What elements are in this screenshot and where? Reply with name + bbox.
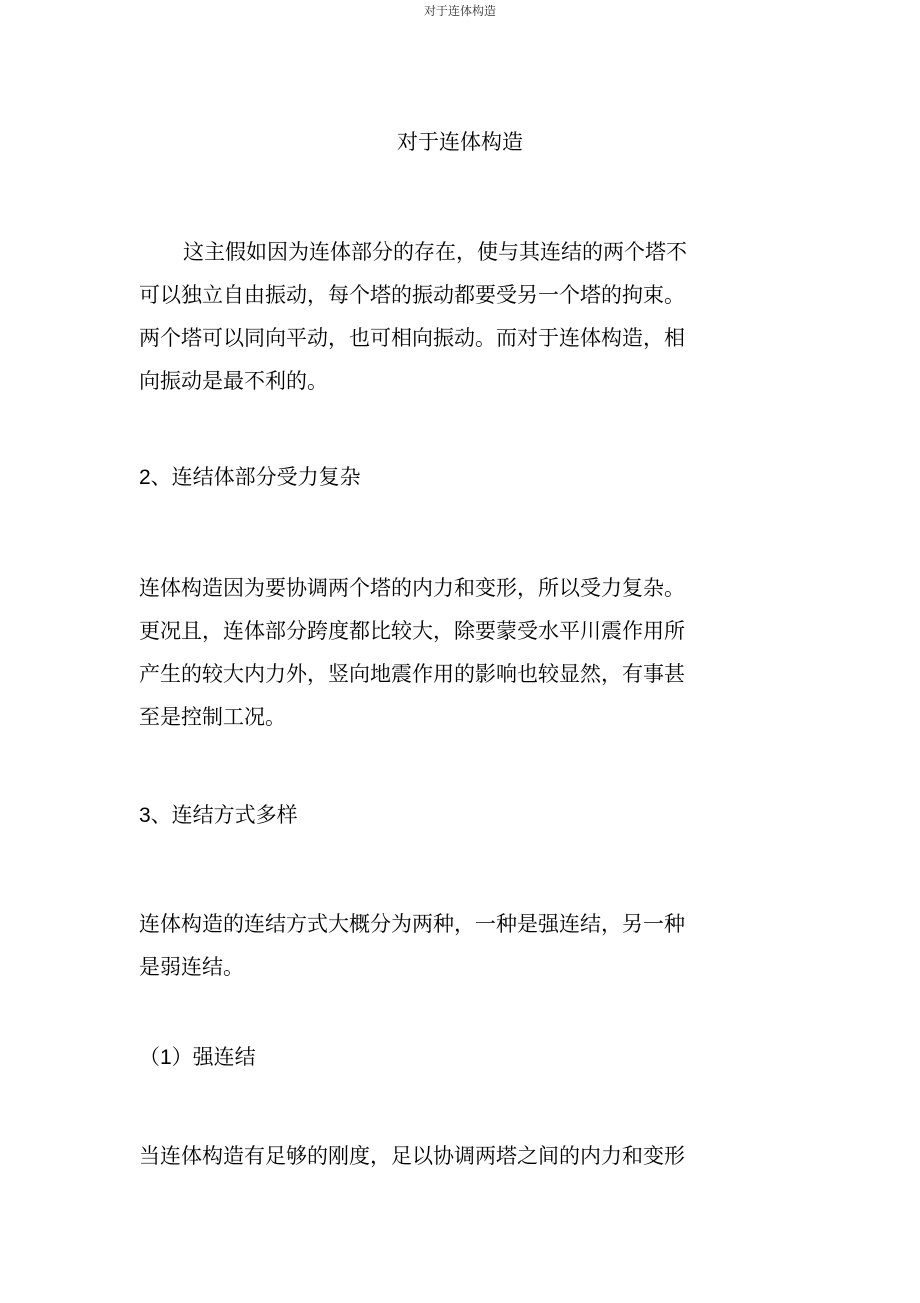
section-heading-4: （1）强连结 xyxy=(139,1046,256,1069)
section-heading-3: 3、连结方式多样 xyxy=(139,804,298,827)
paragraph-2-line: 更况且，连体部分跨度都比较大，除要蒙受水平川震作用所 xyxy=(139,619,685,643)
paragraph-4-line: 当连体构造有足够的刚度，足以协调两塔之间的内力和变形 xyxy=(139,1144,685,1168)
paragraph-4 xyxy=(139,1135,729,1178)
paragraph-3-line: 连体构造的连结方式大概分为两种，一种是强连结，另一种 xyxy=(139,912,685,936)
paragraph-3 xyxy=(139,903,729,989)
section-heading-2: 2、连结体部分受力复杂 xyxy=(139,466,361,489)
paragraph-2-line: 至是控制工况。 xyxy=(139,705,286,729)
paragraph-1-line: 向振动是最不利的。 xyxy=(139,369,328,393)
paragraph-1-line: 可以独立自由振动，每个塔的振动都要受另一个塔的拘束。 xyxy=(139,283,685,307)
paragraph-1-line: 两个塔可以同向平动，也可相向振动。而对于连体构造，相 xyxy=(139,326,685,350)
paragraph-3-line: 是弱连结。 xyxy=(139,955,244,979)
document-title: 对于连体构造 xyxy=(397,130,523,154)
paragraph-2-line: 产生的较大内力外，竖向地震作用的影响也较显然，有事甚 xyxy=(139,662,685,686)
paragraph-2-line: 连体构造因为要协调两个塔的内力和变形，所以受力复杂。 xyxy=(139,576,685,600)
paragraph-1 xyxy=(139,231,729,403)
paragraph-1-line: 这主假如因为连体部分的存在，使与其连结的两个塔不 xyxy=(183,240,687,264)
paragraph-2 xyxy=(139,567,729,739)
running-header: 对于连体构造 xyxy=(423,4,496,18)
